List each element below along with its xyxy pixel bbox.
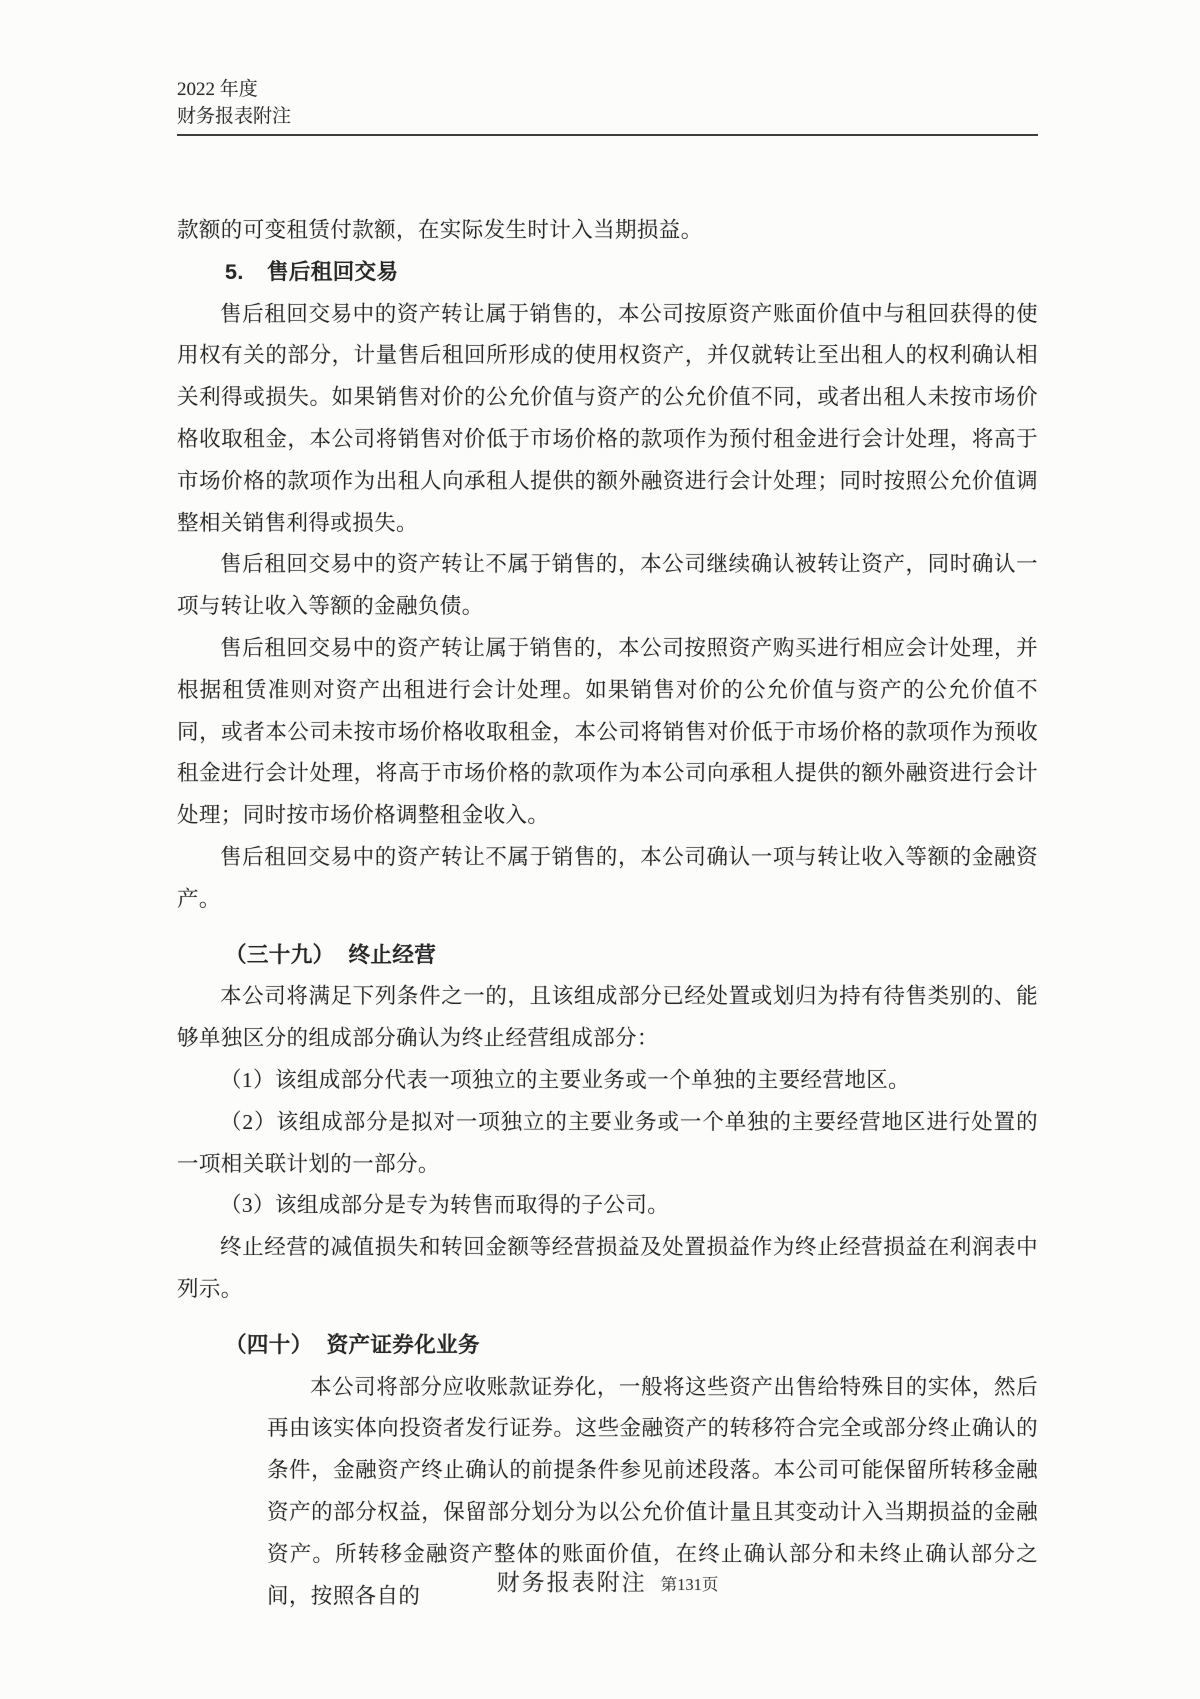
header-year-line: 2022 年度	[177, 79, 258, 100]
paragraph: 终止经营的减值损失和转回金额等经营损益及处置损益作为终止经营损益在利润表中列示。	[177, 1235, 1038, 1301]
document-body	[177, 210, 1038, 1617]
header-title-line: 财务报表附注	[177, 106, 292, 127]
section-40-heading	[177, 1325, 1038, 1367]
list-item: （1）该组成部分代表一项独立的主要业务或一个单独的主要经营地区。	[220, 1067, 911, 1092]
page-header	[177, 76, 1038, 136]
footer-label: 财务报表附注	[496, 1570, 647, 1595]
list-item: （3）该组成部分是专为转售而取得的子公司。	[220, 1193, 670, 1218]
paragraph: 售后租回交易中的资产转让不属于销售的，本公司继续确认被转让资产，同时确认一项与转让收入等额的金融负债。	[177, 552, 1038, 619]
footer-page-number: 第131页	[660, 1575, 719, 1594]
paragraph: 本公司将部分应收账款证券化，一般将这些资产出售给特殊目的实体，然后再由该实体向投资者发行证券。这些金融资产的转移符合完全或部分终止确认的条件，金融资产终止确认的前提条件参见前述段落。本公司可能保留所转移金融资产的部分权益，保留部分划分为以公允价值计量且其变动计入当期损益的金融资产。所转移金融资产整体的账面价值，在终止确认部分和未终止确认部分之间，按照各自的	[267, 1374, 1038, 1608]
section-40-number: （四十）	[225, 1332, 313, 1357]
section-5-title: 售后租回交易	[267, 259, 399, 284]
paragraph: 售后租回交易中的资产转让属于销售的，本公司按照资产购买进行相应会计处理，并根据租赁准则对资产出租进行会计处理。如果销售对价的公允价值与资产的公允价值不同，或者本公司未按市场价格收取租金，本公司将销售对价低于市场价格的款项作为预收租金进行会计处理，将高于市场价格的款项作为本公司向承租人提供的额外融资进行会计处理；同时按市场价格调整租金收入。	[177, 635, 1038, 828]
section-39-title: 终止经营	[348, 942, 437, 967]
section-40-title: 资产证券化业务	[326, 1332, 480, 1357]
section-5-heading	[177, 252, 1038, 294]
list-item: （2）该组成部分是拟对一项独立的主要业务或一个单独的主要经营地区进行处置的一项相关联计划的一部分。	[177, 1109, 1038, 1176]
paragraph-continued: 款额的可变租赁付款额，在实际发生时计入当期损益。	[177, 218, 703, 242]
page-footer	[177, 1564, 1038, 1597]
paragraph: 售后租回交易中的资产转让属于销售的，本公司按原资产账面价值中与租回获得的使用权有关的部分，计量售后租回所形成的使用权资产，并仅就转让至出租人的权利确认相关利得或损失。如果销售对价的公允价值与资产的公允价值不同，或者出租人未按市场价格收取租金，本公司将销售对价低于市场价格的款项作为预付租金进行会计处理，将高于市场价格的款项作为出租人向承租人提供的额外融资进行会计处理；同时按照公允价值调整相关销售利得或损失。	[177, 301, 1038, 535]
paragraph: 售后租回交易中的资产转让不属于销售的，本公司确认一项与转让收入等额的金融资产。	[177, 844, 1038, 911]
section-5-number: 5.	[225, 259, 244, 284]
section-39-heading	[177, 935, 1038, 977]
paragraph: 本公司将满足下列条件之一的，且该组成部分已经处置或划归为持有待售类别的、能够单独区分的组成部分确认为终止经营组成部分：	[177, 984, 1038, 1051]
section-39-number: （三十九）	[225, 942, 335, 967]
